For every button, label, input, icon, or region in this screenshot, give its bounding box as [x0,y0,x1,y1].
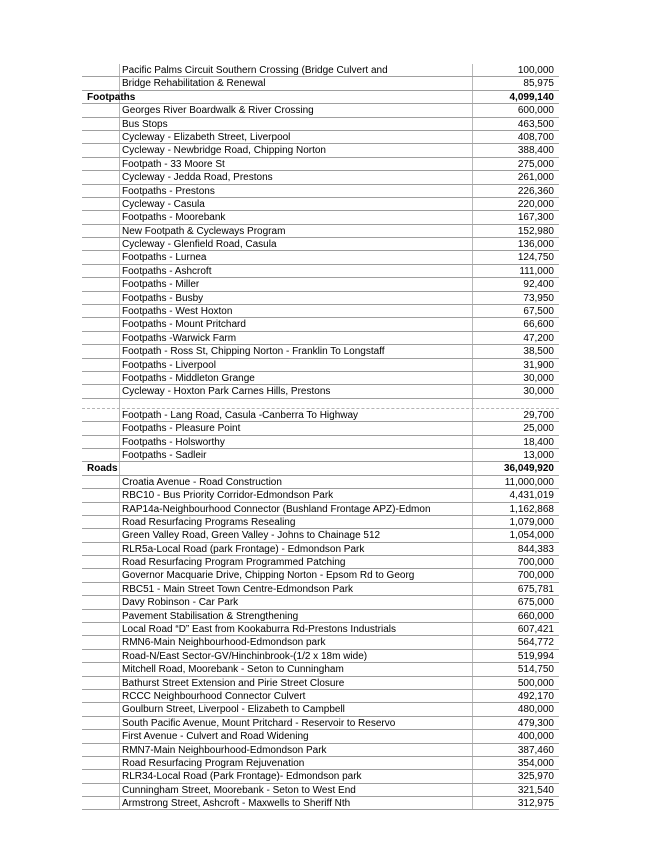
project-amount: 600,000 [517,105,554,117]
table-row [82,359,559,372]
table-row [82,251,559,264]
table-row [82,744,559,757]
project-name: Green Valley Road, Green Valley - Johns to Chainage 512 [122,530,381,542]
table-row [82,409,559,422]
project-amount: 73,950 [523,292,554,304]
project-name: Road Resurfacing Programs Resealing [122,516,296,528]
table-row [82,797,559,810]
table-row [82,292,559,305]
project-amount: 38,500 [523,346,554,358]
project-name: RAP14a-Neighbourhood Connector (Bushland Frontage APZ)-Edmon [122,503,431,515]
project-name: Road-N/East Sector-GV/Hinchinbrook-(1/2 x 18m wide) [122,650,368,662]
table-row [82,516,559,529]
project-amount: 25,000 [523,423,554,435]
project-amount: 124,750 [517,252,554,264]
project-amount: 675,000 [517,597,554,609]
project-amount: 220,000 [517,198,554,210]
project-amount: 136,000 [517,239,554,251]
project-name: Governor Macquarie Drive, Chipping Norton - Epsom Rd to Georg [122,570,415,582]
project-name: Footpath - 33 Moore St [122,158,225,170]
project-amount: 514,750 [517,664,554,676]
project-amount: 387,460 [517,744,554,756]
table-row [82,198,559,211]
project-name: Croatia Avenue - Road Construction [122,476,282,488]
project-amount: 261,000 [517,172,554,184]
project-name: Footpaths -Warwick Farm [122,332,237,344]
project-name: Bridge Rehabilitation & Renewal [122,78,266,90]
project-name: RCCC Neighbourhood Connector Culvert [122,690,306,702]
project-name: Cycleway - Glenfield Road, Casula [122,239,277,251]
table-row [82,144,559,157]
section-header-row [82,462,559,475]
project-name: Goulburn Street, Liverpool - Elizabeth to Campbell [122,704,345,716]
project-name: RMN6-Main Neighbourhood-Edmondson park [122,637,326,649]
project-name: Footpaths - West Hoxton [122,306,233,318]
project-name: Davy Robinson - Car Park [122,597,239,609]
table-row [82,703,559,716]
project-amount: 18,400 [523,436,554,448]
table-row [82,610,559,623]
table-row [82,489,559,502]
project-amount: 13,000 [523,449,554,461]
project-name: Footpath - Lang Road, Casula -Canberra To Highway [122,409,359,421]
table-body [82,64,559,810]
project-amount: 388,400 [517,145,554,157]
project-amount: 275,000 [517,158,554,170]
table-row [82,64,559,77]
table-row [82,332,559,345]
project-name: RLR34-Local Road (Park Frontage)- Edmondson park [122,771,362,783]
project-name: RMN7-Main Neighbourhood-Edmondson Park [122,744,327,756]
project-amount: 480,000 [517,704,554,716]
project-amount: 47,200 [523,332,554,344]
project-amount: 1,054,000 [509,530,554,542]
project-name: Footpaths - Moorebank [122,212,226,224]
project-name: Bus Stops [122,118,168,130]
project-name: Armstrong Street, Ashcroft - Maxwells to Sheriff Nth [122,798,351,810]
project-amount: 4,431,019 [509,490,554,502]
project-name: Cycleway - Newbridge Road, Chipping Norton [122,145,326,157]
table-row [82,650,559,663]
project-name: Footpaths - Liverpool [122,359,216,371]
section-title: Roads [87,463,118,475]
table-row [82,583,559,596]
project-name: Footpath - Ross St, Chipping Norton - Franklin To Longstaff [122,346,385,358]
table-row [82,305,559,318]
table-row [82,677,559,690]
project-name: South Pacific Avenue, Mount Pritchard - Reservoir to Reservo [122,717,396,729]
project-amount: 30,000 [523,372,554,384]
project-name: Cycleway - Casula [122,198,205,210]
project-amount: 564,772 [517,637,554,649]
project-amount: 111,000 [519,265,554,277]
table-row [82,265,559,278]
project-amount: 67,500 [523,306,554,318]
project-amount: 167,300 [517,212,554,224]
project-amount: 152,980 [517,225,554,237]
project-amount: 29,700 [523,409,554,421]
project-amount: 321,540 [517,784,554,796]
table-row [82,185,559,198]
project-name: Road Resurfacing Program Programmed Patching [122,557,346,569]
table-row [82,596,559,609]
table-row [82,690,559,703]
project-amount: 400,000 [517,731,554,743]
table-row [82,77,559,90]
project-name: Pacific Palms Circuit Southern Crossing (Bridge Culvert and [122,65,388,76]
project-amount: 408,700 [517,131,554,143]
table-row [82,623,559,636]
project-amount: 1,162,868 [509,503,554,515]
table-row [82,529,559,542]
project-amount: 85,975 [523,78,554,90]
table-row [82,503,559,516]
project-name: Bathurst Street Extension and Pirie Street Closure [122,677,345,689]
table-row [82,436,559,449]
section-total: 4,099,140 [509,91,554,103]
project-name: Footpaths - Ashcroft [122,265,212,277]
table-spacer-row [82,399,559,409]
table-row [82,385,559,398]
project-name: Road Resurfacing Program Rejuvenation [122,757,305,769]
table-row [82,770,559,783]
project-name: Cunningham Street, Moorebank - Seton to West End [122,784,356,796]
project-amount: 607,421 [517,624,554,636]
table-row [82,422,559,435]
project-amount: 325,970 [517,771,554,783]
project-amount: 354,000 [517,757,554,769]
project-amount: 519,994 [517,650,554,662]
project-amount: 31,900 [523,359,554,371]
project-name: Georges River Boardwalk & River Crossing [122,105,314,117]
section-total: 36,049,920 [503,463,554,475]
project-amount: 492,170 [517,690,554,702]
table-row [82,318,559,331]
table-row [82,158,559,171]
project-name: Footpaths - Lurnea [122,252,207,264]
table-row [82,556,559,569]
project-name: New Footpath & Cycleways Program [122,225,286,237]
project-name: RBC51 - Main Street Town Centre-Edmondson Park [122,583,354,595]
table-row [82,757,559,770]
project-name: Cycleway - Jedda Road, Prestons [122,172,273,184]
capital-works-table [82,64,559,810]
table-row [82,345,559,358]
project-amount: 675,781 [517,583,554,595]
table-row [82,636,559,649]
project-name: RBC10 - Bus Priority Corridor-Edmondson Park [122,490,334,502]
project-amount: 660,000 [517,610,554,622]
project-name: Footpaths - Busby [122,292,204,304]
table-row [82,278,559,291]
table-row [82,449,559,462]
table-row [82,730,559,743]
table-row [82,784,559,797]
project-amount: 66,600 [523,319,554,331]
section-title: Footpaths [87,91,136,103]
project-amount: 226,360 [517,185,554,197]
project-name: First Avenue - Culvert and Road Widening [122,731,309,743]
project-amount: 1,079,000 [509,516,554,528]
project-amount: 463,500 [517,118,554,130]
project-amount: 700,000 [517,557,554,569]
project-name: Footpaths - Sadleir [122,449,207,461]
project-name: Local Road “D” East from Kookaburra Rd-Prestons Industrials [122,624,397,636]
project-amount: 312,975 [517,798,554,810]
project-name: Footpaths - Middleton Grange [122,372,255,384]
project-amount: 500,000 [517,677,554,689]
table-row [82,476,559,489]
project-amount: 700,000 [517,570,554,582]
project-amount: 30,000 [523,386,554,398]
project-name: Footpaths - Prestons [122,185,215,197]
table-row [82,543,559,556]
table-row [82,171,559,184]
table-row [82,238,559,251]
table-row [82,717,559,730]
project-name: Footpaths - Mount Pritchard [122,319,246,331]
project-amount: 479,300 [517,717,554,729]
table-row [82,118,559,131]
project-amount: 100,000 [517,65,554,76]
project-name: Cycleway - Elizabeth Street, Liverpool [122,131,291,143]
table-row [82,104,559,117]
project-name: Footpaths - Holsworthy [122,436,225,448]
project-name: RLR5a-Local Road (park Frontage) - Edmondson Park [122,543,365,555]
project-amount: 844,383 [517,543,554,555]
table-row [82,663,559,676]
table-row [82,225,559,238]
project-name: Cycleway - Hoxton Park Carnes Hills, Prestons [122,386,331,398]
project-name: Footpaths - Miller [122,279,200,291]
project-name: Pavement Stabilisation & Strengthening [122,610,299,622]
section-header-row [82,91,559,104]
table-row [82,372,559,385]
project-amount: 92,400 [523,279,554,291]
table-row [82,569,559,582]
table-row [82,211,559,224]
table-row [82,131,559,144]
project-amount: 11,000,000 [504,476,554,488]
project-name: Footpaths - Pleasure Point [122,423,241,435]
project-name: Mitchell Road, Moorebank - Seton to Cunningham [122,664,344,676]
